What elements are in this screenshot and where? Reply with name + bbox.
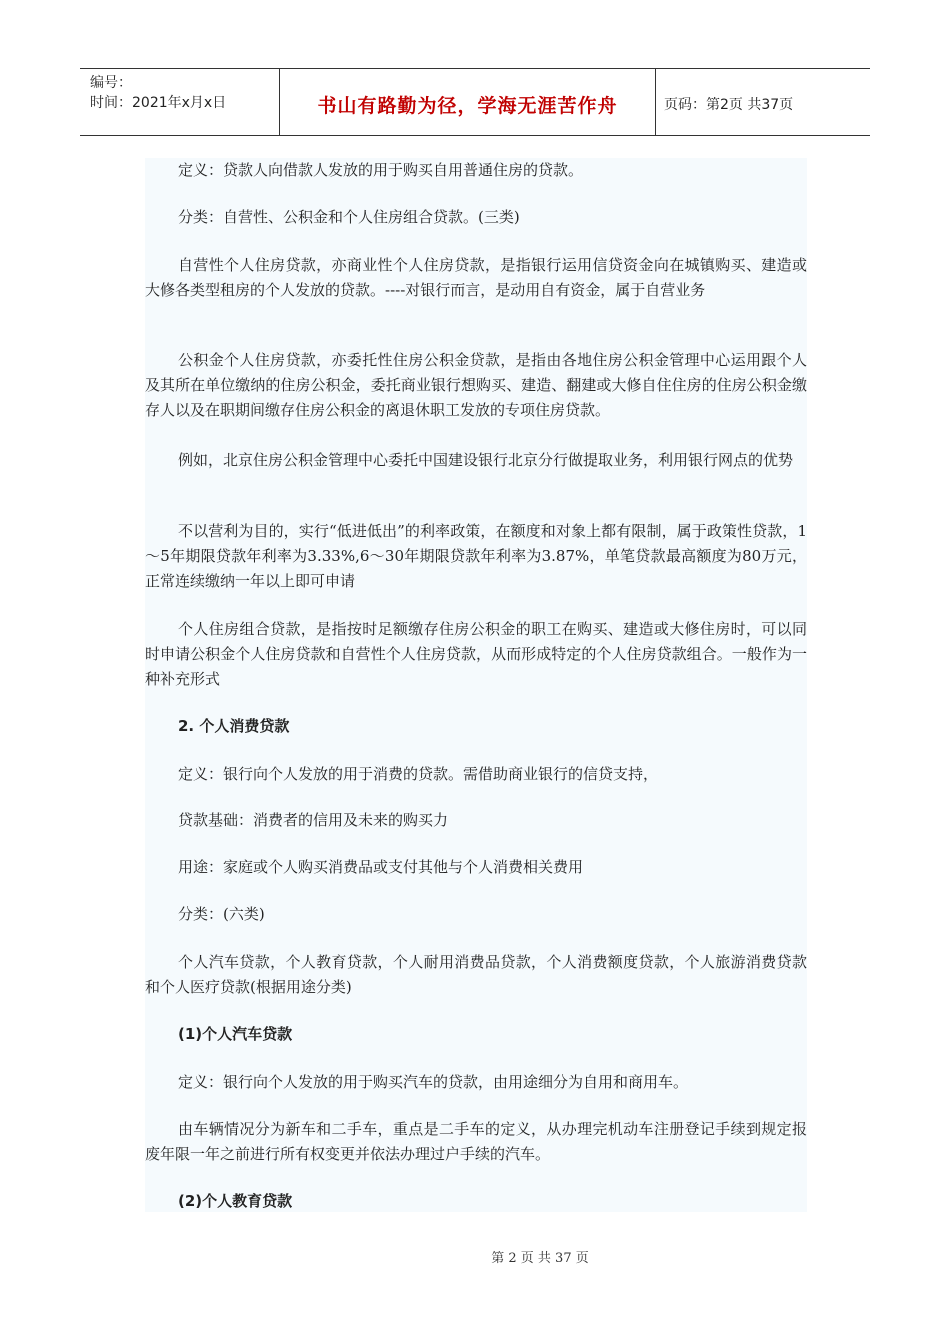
paragraph: 贷款基础：消费者的信用及未来的购买力 xyxy=(178,811,449,829)
paragraph: 分类：(六类) xyxy=(178,905,265,923)
section-heading: 2. 个人消费贷款 xyxy=(178,717,290,735)
page-footer: 第 2 页 共 37 页 xyxy=(491,1251,589,1266)
paragraph: 个人住房组合贷款，是指按时足额缴存住房公积金的职工在购买、建造或大修住房时，可以同时申请公积金个人住房贷款和自营性个人住房贷款，从而形成特定的个人住房贷款组合。一般作为一种补充形式 xyxy=(145,620,807,688)
header-meta xyxy=(80,69,280,135)
paragraph: 公积金个人住房贷款，亦委托性住房公积金贷款，是指由各地住房公积金管理中心运用跟个人及其所在单位缴纳的住房公积金，委托商业银行想购买、建造、翻建或大修自住住房的住房公积金缴存人以及在职期间缴存住房公积金的离退休职工发放的专项住房贷款。 xyxy=(145,351,807,419)
document-date-label: 时间：2021年x月x日 xyxy=(90,95,227,111)
paragraph: 个人汽车贷款，个人教育贷款，个人耐用消费品贷款，个人消费额度贷款，个人旅游消费贷款和个人医疗贷款(根据用途分类) xyxy=(145,953,807,996)
section-heading: (2)个人教育贷款 xyxy=(178,1192,293,1210)
paragraph: 用途：家庭或个人购买消费品或支付其他与个人消费相关费用 xyxy=(178,858,584,876)
paragraph: 分类：自营性、公积金和个人住房组合贷款。(三类) xyxy=(178,208,520,226)
section-heading: (1)个人汽车贷款 xyxy=(178,1025,293,1043)
paragraph: 不以营利为目的，实行“低进低出”的利率政策，在额度和对象上都有限制，属于政策性贷款，1～5年期限贷款年利率为3.33%,6～30年期限贷款年利率为3.87%，单笔贷款最高额度为80万元，正常连续缴纳一年以上即可申请 xyxy=(145,522,807,590)
paragraph: 定义：贷款人向借款人发放的用于购买自用普通住房的贷款。 xyxy=(178,161,584,179)
paragraph: 自营性个人住房贷款，亦商业性个人住房贷款，是指银行运用信贷资金向在城镇购买、建造或大修各类型租房的个人发放的贷款。----对银行而言，是动用自有资金，属于自营业务 xyxy=(145,256,807,299)
header-page-info: 页码：第2页 共37页 xyxy=(664,97,794,113)
document-number-label: 编号： xyxy=(90,75,132,91)
paragraph: 定义：银行向个人发放的用于消费的贷款。需借助商业银行的信贷支持， xyxy=(178,765,659,783)
paragraph: 由车辆情况分为新车和二手车，重点是二手车的定义，从办理完机动车注册登记手续到规定报废年限一年之前进行所有权变更并依法办理过户手续的汽车。 xyxy=(145,1120,807,1163)
page-header xyxy=(80,68,870,136)
header-motto: 书山有路勤为径，学海无涯苦作舟 xyxy=(280,69,656,135)
paragraph: 例如，北京住房公积金管理中心委托中国建设银行北京分行做提取业务，利用银行网点的优势 xyxy=(178,451,794,469)
paragraph: 定义：银行向个人发放的用于购买汽车的贷款，由用途细分为自用和商用车。 xyxy=(178,1073,689,1091)
document-body xyxy=(145,158,807,1212)
